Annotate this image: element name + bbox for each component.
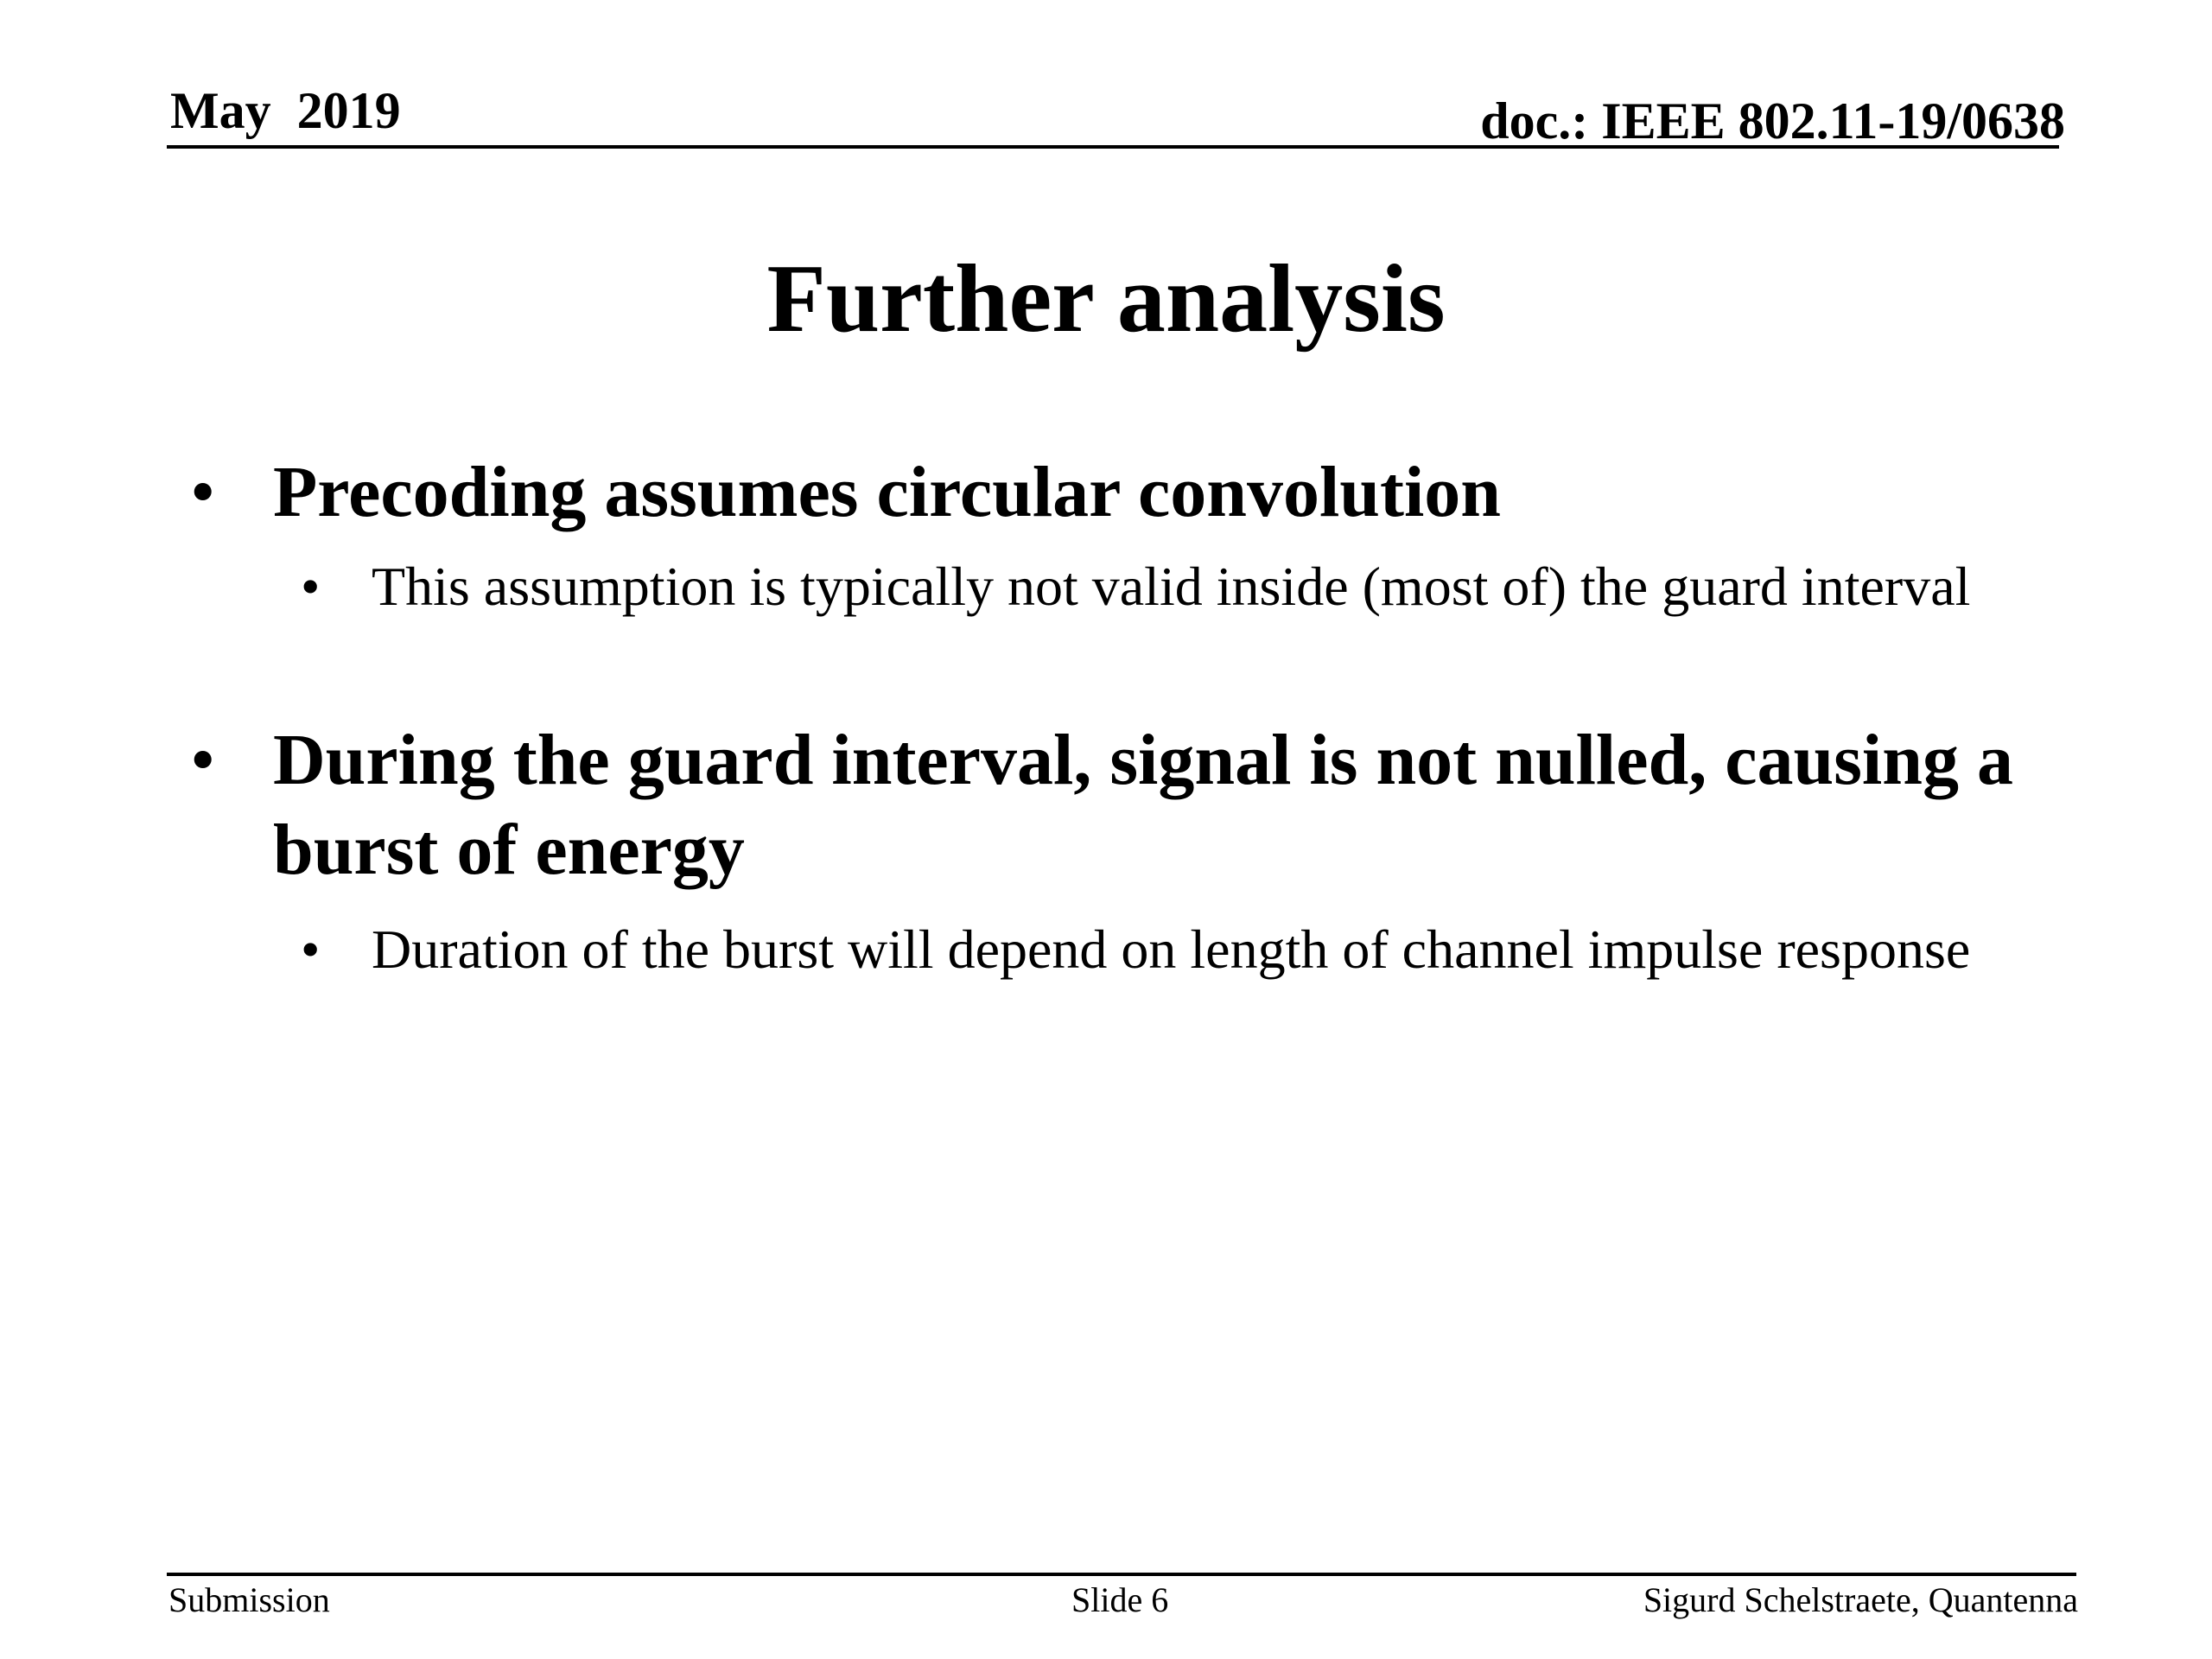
sub-bullet-1-text: This assumption is typically not valid inside (most of) the guard interval <box>372 556 1971 617</box>
footer-slide-number: Slide 6 <box>1071 1580 1169 1619</box>
sub-bullet-marker: • <box>301 556 321 617</box>
header-doc-id: doc.: IEEE 802.11-19/0638 <box>1480 92 2065 149</box>
footer-submission: Submission <box>168 1580 330 1619</box>
footer-divider <box>167 1573 2076 1576</box>
sub-bullet-1 <box>301 550 2039 624</box>
bullet-2 <box>190 715 2053 895</box>
bullet-marker: • <box>190 720 216 800</box>
sub-bullet-2 <box>301 912 2039 987</box>
bullet-1-text: Precoding assumes circular convolution <box>273 452 1502 532</box>
slide-title: Further analysis <box>766 245 1446 353</box>
header-date: May 2019 <box>170 82 401 139</box>
bullet-2-text: During the guard interval, signal is not nulled, causing a burst of energy <box>273 720 2013 890</box>
sub-bullet-2-text: Duration of the burst will depend on length of channel impulse response <box>372 918 1971 980</box>
header-divider <box>167 145 2059 149</box>
sub-bullet-marker: • <box>301 918 321 980</box>
bullet-marker: • <box>190 452 216 532</box>
bullet-1 <box>190 448 2053 537</box>
footer-author: Sigurd Schelstraete, Quantenna <box>1643 1580 2078 1619</box>
